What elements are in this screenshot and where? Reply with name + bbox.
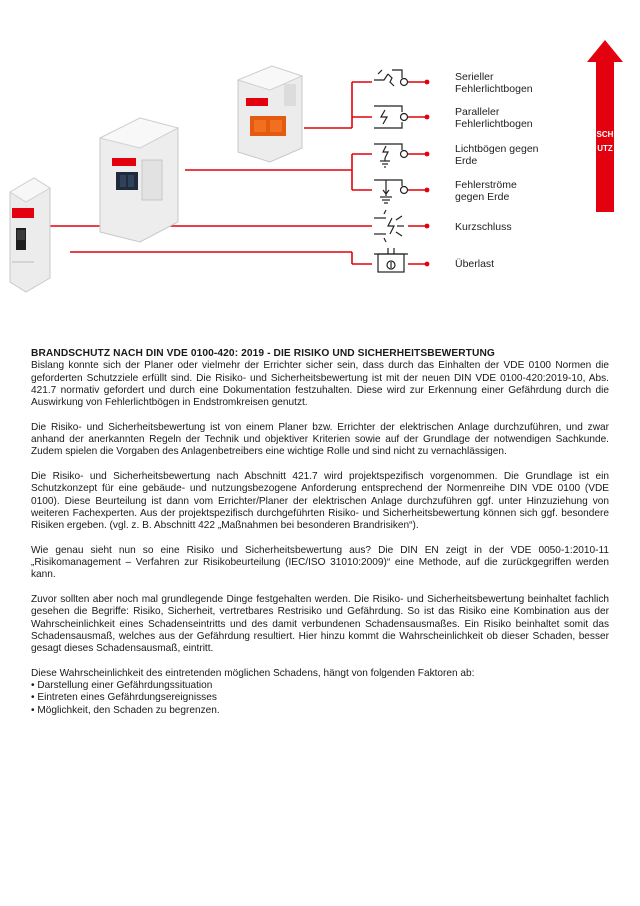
serial-arc-icon — [374, 70, 408, 86]
parallel-arc-icon — [374, 106, 408, 128]
list-item: • Möglichkeit, den Schaden zu begrenzen. — [31, 704, 220, 716]
factor-list — [31, 680, 609, 717]
label-earth-arc: Lichtbögen gegen Erde — [455, 143, 539, 167]
list-item: • Eintreten eines Gefährdungsereignisses — [31, 692, 217, 704]
paragraph-1: Bislang konnte sich der Planer oder vielmehr der Errichter sicher sein, dass durch das Einhalten der VDE 0100 Normen die geforderten Schutzziele erfüllt sind. Die Risiko- und Sicherheitsbewertung ist mit der neuen DIN VDE 0100-420:2019-10, Abs. 421.7 normativ gefordert und durch eine Dokumentation festzuhalten. Diese wird zur Erkennung einer Gefährdung durch die Auswirkung von Fehlerlichtbögen in Endstromkreisen genutzt. — [31, 360, 609, 409]
label-overload: Überlast — [455, 258, 495, 270]
connector-lines — [40, 82, 426, 264]
mcb-device-image — [10, 178, 50, 292]
earth-fault-icon — [374, 180, 408, 203]
paragraph-3: Die Risiko- und Sicherheitsbewertung nach Abschnitt 421.7 wird projektspezifisch vorgenommen. Die Grundlage ist ein Schutzkonzept für eine gebäude- und nutzungsbezogene Anforderung entsprechend der Normenreihe DIN VDE 0100 (VDE 0100). Diese Beurteilung ist dann vom Errichter/Planer der elektrischen Anlage durchzuführen ggf. unter Hinzuziehung von weiteren Fachexperten. Aus der projektspezifisch durchgeführten Risiko- und Sicherheitsbewertung können sich ggf. besondere Risiken ergeben. (vgl. z. B. Abschnitt 422 „Maßnahmen bei besonderen Brandrisiken“). — [31, 470, 609, 532]
short-circuit-icon — [374, 210, 404, 242]
article-body — [31, 348, 609, 717]
label-short-circuit: Kurzschluss — [455, 221, 512, 233]
rcbo-device-image — [100, 118, 178, 242]
overload-icon — [374, 248, 408, 272]
label-earth-fault: Fehlerströme gegen Erde — [455, 179, 517, 203]
paragraph-6: Diese Wahrscheinlichkeit des eintretenden möglichen Schadens, hängt von folgenden Faktoren ab: — [31, 667, 475, 679]
paragraph-5: Zuvor sollten aber noch mal grundlegende Dinge festgehalten werden. Die Risiko- und Sicherheitsbewertung beinhaltet fachlich gesehen die Begriffe: Risiko, Sicherheit, vertretbares Restrisiko und Gefährdung. So ist das Risiko eine Kombination aus der Wahrscheinlichkeit eines Schadenseintritts und des damit verbundenen Schadensausmaßes. Ein Risiko beinhaltet somit das Schadensausmaß, welches aus der Gefährdung resultiert. Hier hinzu kommt die Wahrscheinlichkeit ob dieser Schaden, besser gesagt dieses Schadensausmaß, eintritt. — [31, 593, 609, 655]
label-parallel-arc: Paralleler Fehlerlichtbogen — [455, 106, 533, 130]
protection-diagram — [0, 0, 640, 300]
afdd-device-image — [238, 66, 302, 162]
article-heading: BRANDSCHUTZ NACH DIN VDE 0100-420: 2019 - DIE RISIKO UND SICHERHEITSBEWERTUNG — [31, 348, 495, 359]
earth-arc-icon — [374, 144, 408, 167]
protection-arrow — [587, 40, 623, 212]
paragraph-2: Die Risiko- und Sicherheitsbewertung ist von einem Planer bzw. Errichter der elektrischen Anlage durchzuführen, und zwar anhand der anerkannten Regeln der Technik und objektiver Kriterien sowie auf der Grundlage der notwendigen Sachkunde. Zudem spielen die Vorgaben des Anlagenbetreibers eine wichtige Rolle und sind nicht zu vernachlässigen. — [31, 421, 609, 458]
list-item: • Darstellung einer Gefährdungssituation — [31, 680, 213, 692]
arrow-label: SCHUTZ — [596, 130, 614, 153]
connector-dots — [425, 80, 430, 267]
paragraph-4: Wie genau sieht nun so eine Risiko und Sicherheitsbewertung aus? Die DIN EN zeigt in der VDE 0050-1:2010-11 „Risikomanagement – Verfahren zur Risikobeurteilung (IEC/ISO 31010:2009)“ eine Methode, auf die zurückgegriffen werden kann. — [31, 544, 609, 581]
label-serial-arc: Serieller Fehlerlichtbogen — [455, 71, 533, 95]
